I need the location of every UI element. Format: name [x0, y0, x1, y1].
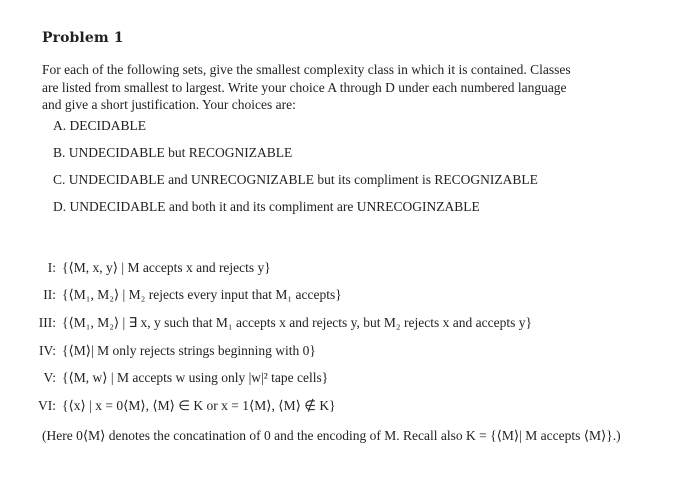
choice-c: C. UNDECIDABLE and UNRECOGNIZABLE but its compliment is RECOGNIZABLE: [53, 172, 538, 187]
problem-intro: [42, 61, 642, 114]
language-text: {⟨M, w⟩ | M accepts w using only |w|² tape cells}: [62, 370, 329, 385]
language-item: [26, 315, 532, 331]
problem-title: Problem 1: [42, 30, 124, 46]
language-number: IV:: [39, 343, 56, 358]
language-text: {⟨x⟩ | x = 0⟨M⟩, ⟨M⟩ ∈ K or x = 1⟨M⟩, ⟨M⟩ ∉ K}: [62, 398, 336, 413]
language-item: [26, 343, 316, 359]
language-number: I:: [47, 260, 56, 275]
intro-line: are listed from smallest to largest. Write your choice A through D under each numbered language: [42, 79, 567, 95]
language-item: [26, 287, 342, 303]
language-item: [26, 260, 271, 276]
language-item: [26, 398, 336, 414]
problem-note: (Here 0⟨M⟩ denotes the concatination of 0 and the encoding of M. Recall also K = {⟨M⟩| M accepts ⟨M⟩}.): [42, 428, 621, 443]
intro-line: and give a short justification. Your choices are:: [42, 97, 296, 112]
choice-d: D. UNDECIDABLE and both it and its compliment are UNRECOGINZABLE: [53, 199, 480, 214]
choice-b: B. UNDECIDABLE but RECOGNIZABLE: [53, 145, 293, 160]
choice-a: A. DECIDABLE: [53, 118, 146, 133]
language-item: [26, 370, 328, 386]
language-number: VI:: [38, 398, 56, 413]
language-text: {⟨M, x, y⟩ | M accepts x and rejects y}: [62, 260, 271, 275]
language-text: {⟨M₁, M₂⟩ | ∃ x, y such that M₁ accepts x and rejects y, but M₂ rejects x and accepts y}: [62, 315, 532, 330]
language-text: {⟨M₁, M₂⟩ | M₂ rejects every input that M₁ accepts}: [62, 287, 342, 302]
language-text: {⟨M⟩| M only rejects strings beginning with 0}: [62, 343, 316, 358]
intro-line: For each of the following sets, give the smallest complexity class in which it is contained. Classes: [42, 62, 571, 77]
language-number: III:: [38, 315, 56, 330]
language-number: V:: [43, 370, 56, 385]
language-number: II:: [43, 287, 56, 302]
